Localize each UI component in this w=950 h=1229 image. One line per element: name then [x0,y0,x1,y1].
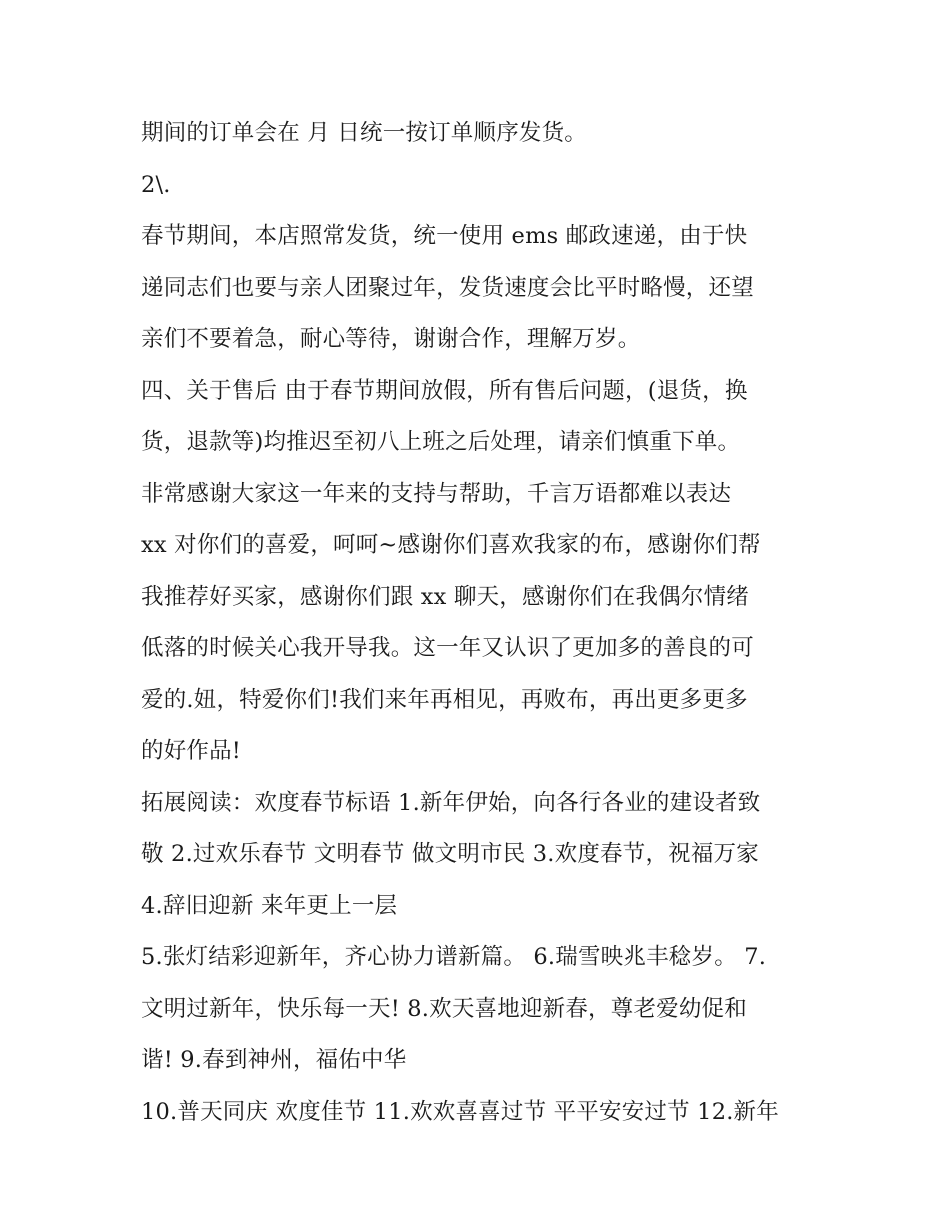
text-line: 递同志们也要与亲人团聚过年，发货速度会比平时略慢，还望 [141,274,754,301]
text-line: 敬 2.过欢乐春节 文明春节 做文明市民 3.欢度春节，祝福万家 [141,841,759,867]
text-line: 5.张灯结彩迎新年，齐心协力谱新篇。 6.瑞雪映兆丰稔岁。 7. [141,944,767,970]
text-line: 文明过新年，快乐每一天! 8.欢天喜地迎新春，尊老爱幼促和 [141,995,747,1022]
text-line: xx 对你们的喜爱，呵呵~感谢你们喜欢我家的布，感谢你们帮 [141,532,761,558]
text-line: 拓展阅读：欢度春节标语 1.新年伊始，向各行各业的建设者致 [141,789,761,816]
text-line: 10.普天同庆 欢度佳节 11.欢欢喜喜过节 平平安安过节 12.新年 [141,1098,779,1125]
text-line: 货，退款等)均推迟至初八上班之后处理，请亲们慎重下单。 [141,429,741,455]
text-line: 四、关于售后 由于春节期间放假，所有售后问题，(退货，换 [141,377,748,404]
text-line: 春节期间，本店照常发货，统一使用 ems 邮政速递，由于快 [141,223,748,249]
text-line: 非常感谢大家这一年来的支持与帮助，千言万语都难以表达 [141,480,732,507]
text-line: 的好作品! [141,738,242,764]
text-line: 亲们不要着急，耐心等待，谢谢合作，理解万岁。 [141,326,641,352]
text-line: 期间的订单会在 月 日统一按订单顺序发货。 [141,120,588,146]
text-line: 2\. [141,171,171,198]
text-line: 4.辞旧迎新 来年更上一层 [141,892,398,919]
text-line: 我推荐好买家，感谢你们跟 xx 聊天，感谢你们在我偶尔情绪 [141,583,749,610]
text-line: 低落的时候关心我开导我。这一年又认识了更加多的善良的可 [141,635,754,661]
text-line: 谐! 9.春到神州，福佑中华 [141,1047,407,1073]
text-line: 爱的.妞，特爱你们!我们来年再相见，再败布，再出更多更多 [141,686,748,713]
document-body [141,108,821,1138]
